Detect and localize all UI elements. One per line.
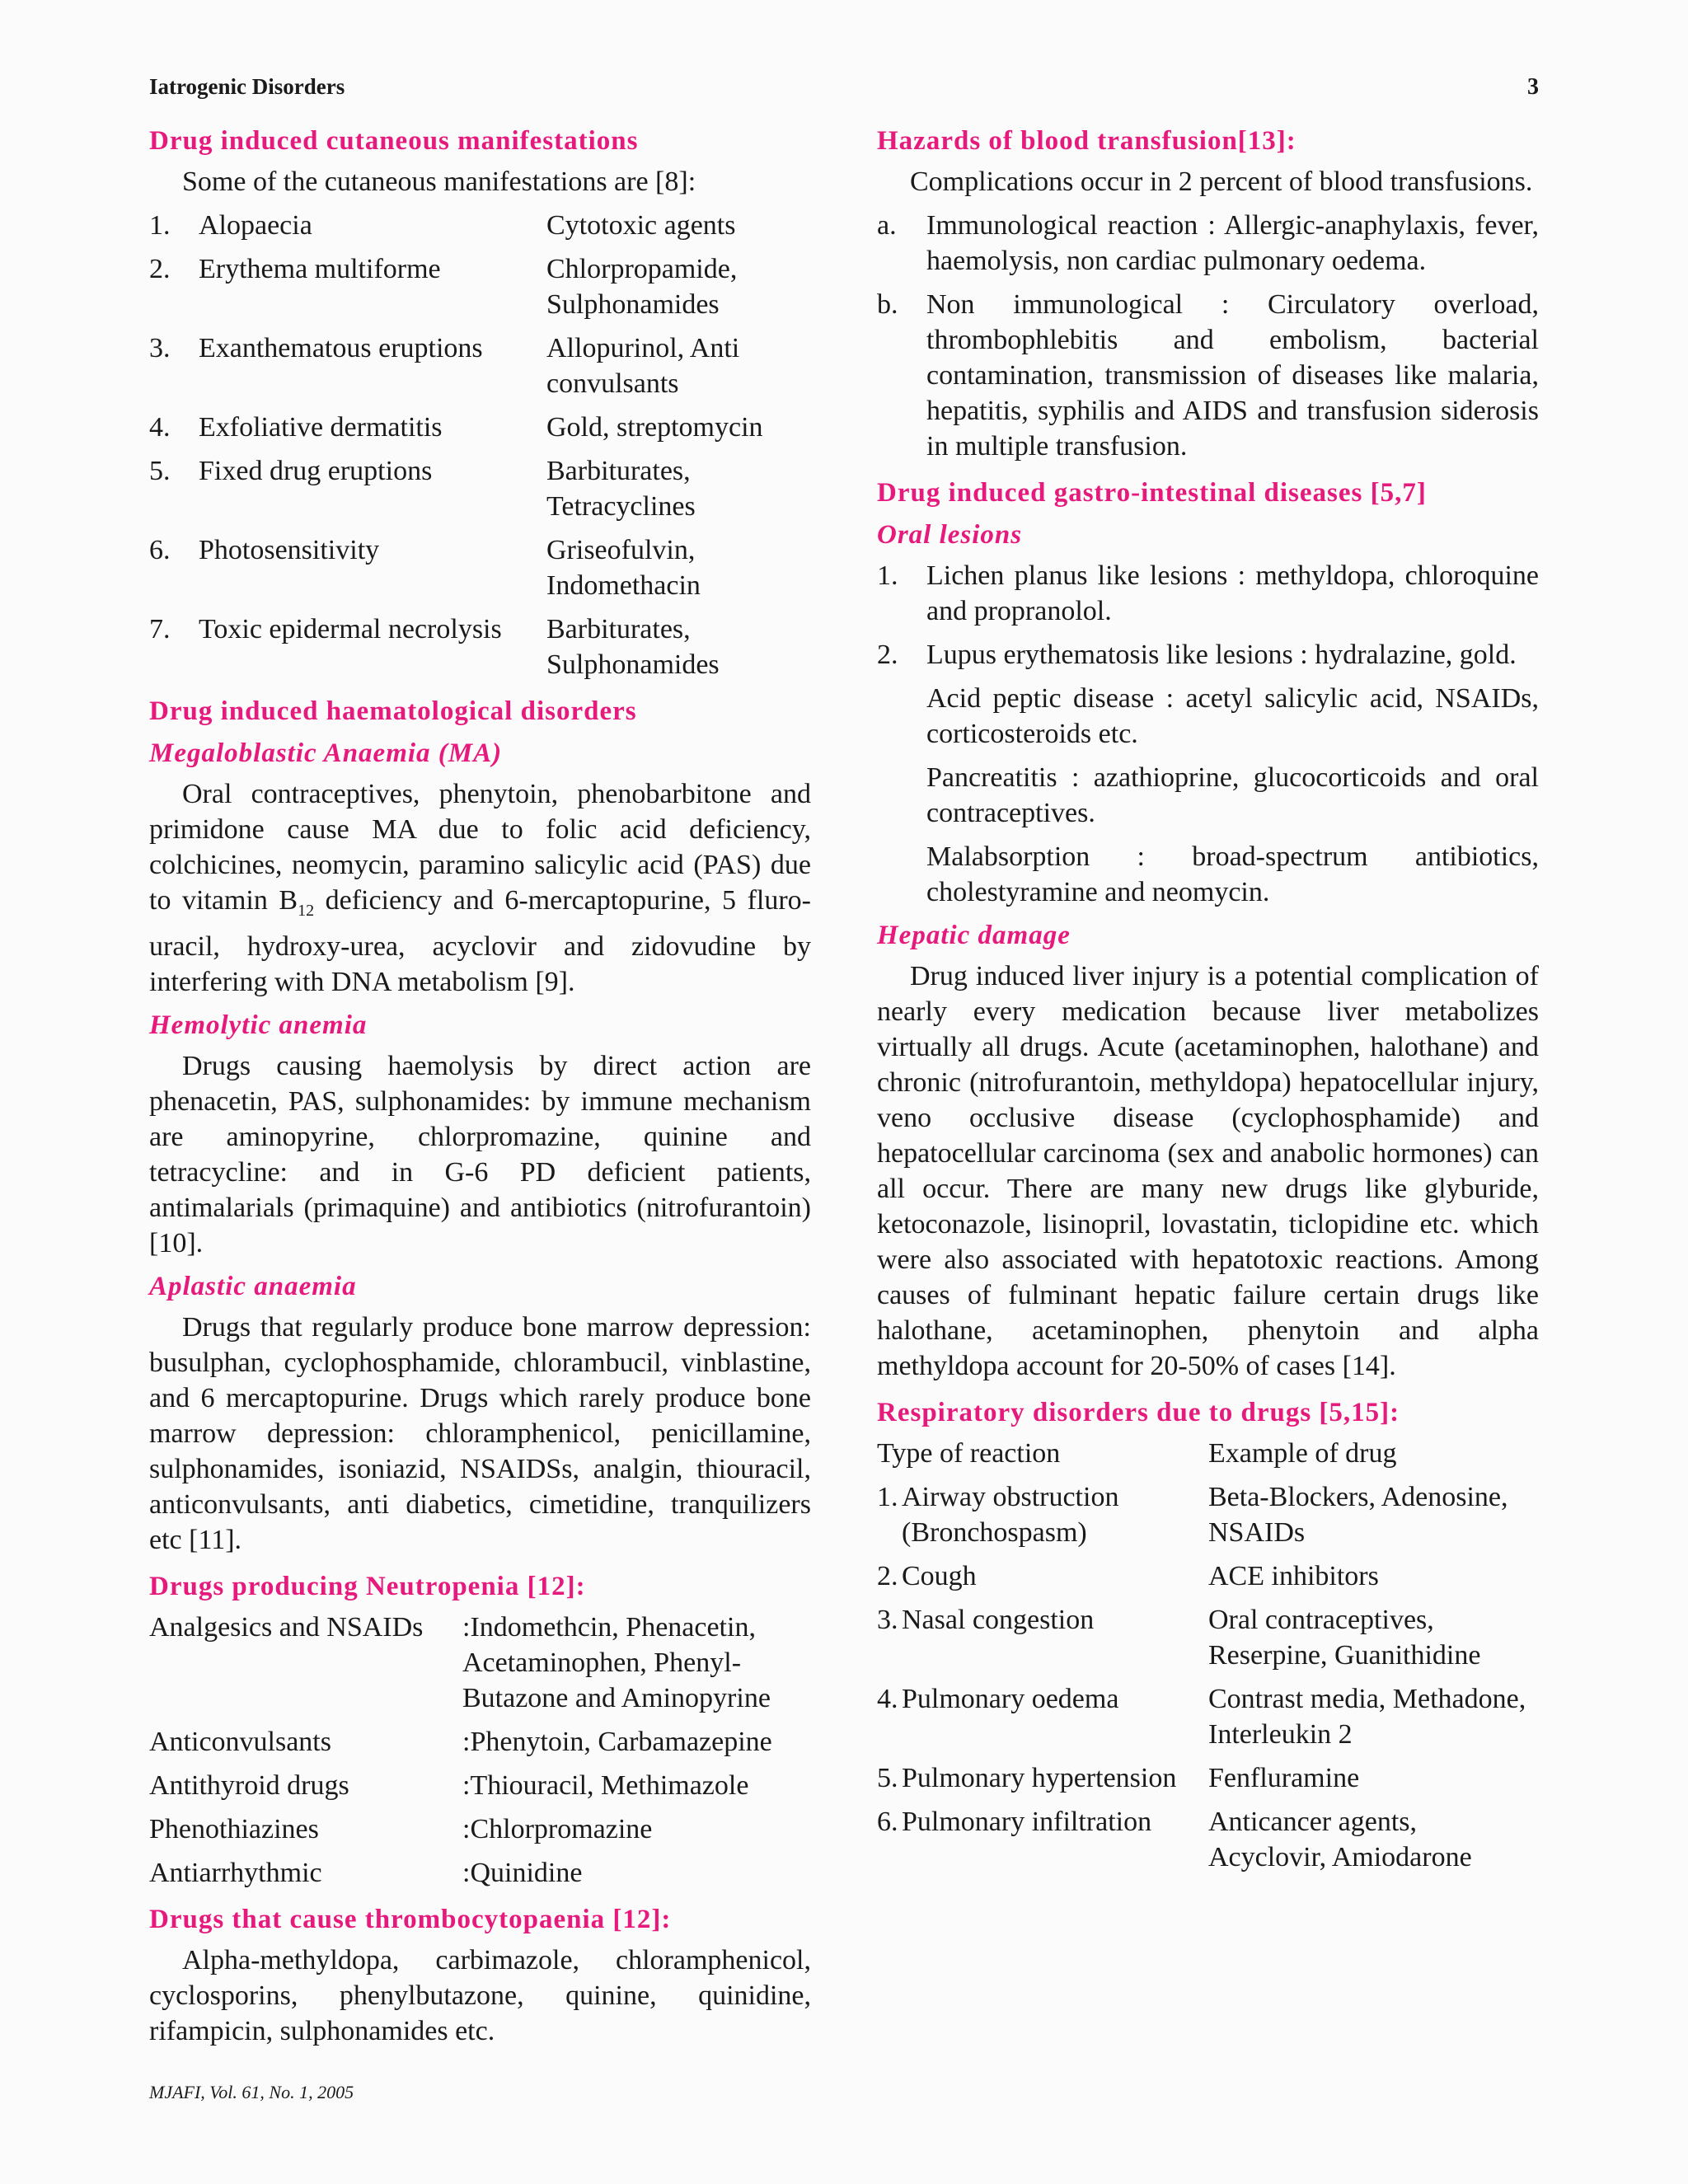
- gi-extra-item: Pancreatitis : azathioprine, glucocorticoids and oral contraceptives.: [926, 762, 1539, 828]
- subheading-oral-lesions: Oral lesions: [877, 520, 1023, 550]
- running-header: [149, 74, 1539, 107]
- journal-footer: MJAFI, Vol. 61, No. 1, 2005: [149, 2082, 354, 2102]
- gi-extra-item: Acid peptic disease : acetyl salicylic acid, NSAIDs, corticosteroids etc.: [926, 683, 1539, 749]
- subheading-megaloblastic: Megaloblastic Anaemia (MA): [149, 738, 503, 768]
- cutaneous-item: 7. Toxic epidermal necrolysis Barbiturates, Sulphonamides: [149, 614, 720, 680]
- oral-lesion-item: 1. Lichen planus like lesions : methyldopa, chloroquine and propranolol.: [877, 560, 1539, 626]
- cutaneous-list: [149, 208, 811, 682]
- neutropenia-list: [149, 1610, 811, 1891]
- respiratory-table: [877, 1436, 1539, 1875]
- cutaneous-intro: Some of the cutaneous manifestations are [8]:: [182, 166, 696, 197]
- left-column: [149, 124, 811, 2057]
- respiratory-row: 5. Pulmonary hypertension Fenfluramine: [877, 1763, 1360, 1793]
- subheading-aplastic: Aplastic anaemia: [149, 1271, 357, 1301]
- thrombocytopaenia-text: Alpha-methyldopa, carbimazole, chloramphenicol, cyclosporins, phenylbutazone, quinine, quinidine, rifampicin, sulphonamides etc.: [149, 1944, 811, 2046]
- page-number: 3: [1527, 74, 1539, 100]
- transfusion-item: a. Immunological reaction : Allergic-anaphylaxis, fever, haemolysis, non cardiac pulmonary oedema.: [877, 210, 1539, 276]
- transfusion-item: b. Non immunological : Circulatory overload, thrombophlebitis and embolism, bacterial contamination, transmission of diseases like malaria, hepatitis, syphilis and AIDS and transfusion siderosis in multiple transfusion.: [877, 289, 1539, 462]
- cutaneous-item: 4. Exfoliative dermatitis Gold, streptomycin: [149, 412, 763, 443]
- section-heading-transfusion: Hazards of blood transfusion[13]:: [877, 126, 1296, 156]
- cutaneous-item: 6. Photosensitivity Griseofulvin, Indomethacin: [149, 535, 701, 601]
- hepatic-text: Drug induced liver injury is a potential complication of nearly every medication because liver metabolizes virtually all drugs. Acute (acetaminophen, halothane) and chronic (nitrofurantoin, methyldopa) hepatocellular injury, veno occlusive disease (cyclophosphamide) and hepatocellular carcinoma (sex and anabolic hormones) can all occur. There are many new drugs like glyburide, ketoconazole, lisinopril, lovastatin, ticlopidine etc. which were also associated with hepatotoxic reactions. Among causes of fulminant hepatic failure certain drugs like halothane, acetaminophen, phenytoin and alpha methyldopa account for 20-50% of cases [14].: [877, 961, 1539, 1381]
- neutropenia-row: Antiarrhythmic :Quinidine: [149, 1857, 583, 1888]
- respiratory-row: 4. Pulmonary oedema Contrast media, Methadone, Interleukin 2: [877, 1684, 1526, 1750]
- section-heading-cutaneous: Drug induced cutaneous manifestations: [149, 126, 639, 156]
- neutropenia-row: Analgesics and NSAIDs :Indomethcin, Phenacetin, Acetaminophen, Phenyl-Butazone and Aminopyrine: [149, 1611, 771, 1713]
- megaloblastic-text: Oral contraceptives, phenytoin, phenobarbitone and primidone cause MA due to folic acid deficiency, colchicines, neomycin, paramino salicylic acid (PAS) due to vitamin $B_{12}$ deficiency and 6-mercaptopurine, 5 fluro-uracil, hydroxy-urea, acyclovir and zidovudine by interfering with DNA metabolism [9].: [149, 779, 811, 997]
- subheading-hemolytic: Hemolytic anemia: [149, 1010, 368, 1040]
- hemolytic-text: Drugs causing haemolysis by direct action are phenacetin, PAS, sulphonamides: by immune mechanism are aminopyrine, chlorpromazine, quinine and tetracycline: and in G-6 PD deficient patients, antimalarials (primaquine) and antibiotics (nitrofurantoin) [10].: [149, 1050, 811, 1258]
- transfusion-intro: Complications occur in 2 percent of blood transfusions.: [910, 166, 1533, 197]
- oral-lesion-item: 2. Lupus erythematosis like lesions : hydralazine, gold.: [877, 640, 1517, 670]
- running-title: Iatrogenic Disorders: [149, 74, 345, 99]
- respiratory-row: 6. Pulmonary infiltration Anticancer agents, Acyclovir, Amiodarone: [877, 1807, 1472, 1872]
- section-heading-gastrointestinal: Drug induced gastro-intestinal diseases [5,7]: [877, 478, 1427, 508]
- aplastic-text: Drugs that regularly produce bone marrow depression: busulphan, cyclophosphamide, chlorambucil, vinblastine, and 6 mercaptopurine. Drugs which rarely produce bone marrow depression: chloramphenicol, penicillamine, sulphonamides, isoniazid, NSAIDSs, analgin, thiouracil, anticonvulsants, anti diabetics, cimetidine, tranquilizers etc [11].: [149, 1311, 811, 1555]
- section-heading-neutropenia: Drugs producing Neutropenia [12]:: [149, 1571, 586, 1601]
- respiratory-row: 1. Airway obstruction (Bronchospasm) Beta-Blockers, Adenosine, NSAIDs: [877, 1482, 1508, 1548]
- section-heading-respiratory: Respiratory disorders due to drugs [5,15]:: [877, 1398, 1400, 1427]
- subheading-hepatic: Hepatic damage: [877, 921, 1071, 950]
- respiratory-row: 2. Cough ACE inhibitors: [877, 1561, 1379, 1591]
- respiratory-row: 3. Nasal congestion Oral contraceptives, Reserpine, Guanithidine: [877, 1605, 1481, 1671]
- gi-extra-item: Malabsorption : broad-spectrum antibiotics, cholestyramine and neomycin.: [926, 841, 1539, 907]
- neutropenia-row: Antithyroid drugs :Thiouracil, Methimazole: [149, 1769, 749, 1801]
- section-heading-haematological: Drug induced haematological disorders: [149, 696, 637, 726]
- right-column: [877, 124, 1539, 1883]
- cutaneous-item: 2. Erythema multiforme Chlorpropamide, Sulphonamides: [149, 254, 738, 320]
- neutropenia-row: Phenothiazines :Chlorpromazine: [149, 1813, 653, 1844]
- respiratory-table-header: Type of reaction Example of drug: [877, 1438, 1397, 1469]
- section-heading-thrombocytopaenia: Drugs that cause thrombocytopaenia [12]:: [149, 1904, 672, 1934]
- neutropenia-row: Anticonvulsants :Phenytoin, Carbamazepine: [149, 1726, 772, 1757]
- cutaneous-item: 5. Fixed drug eruptions Barbiturates, Tetracyclines: [149, 456, 696, 522]
- cutaneous-item: 1. Alopaecia Cytotoxic agents: [149, 210, 736, 241]
- cutaneous-item: 3. Exanthematous eruptions Allopurinol, Anti convulsants: [149, 333, 740, 399]
